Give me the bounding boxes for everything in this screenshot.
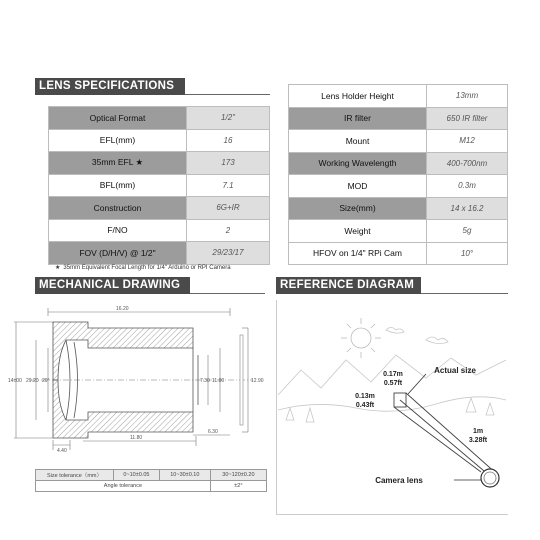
mechanical-drawing [8, 300, 273, 460]
dim-bottom-len: 11.80 [130, 435, 143, 441]
spec-value: 14 x 16.2 [427, 197, 508, 220]
spec-label: 35mm EFL ★ [49, 152, 187, 175]
spec-label: Mount [289, 130, 427, 153]
spec-value: 16 [187, 129, 270, 152]
reference-diagram-frame [276, 300, 508, 515]
tolerance-angle-row [36, 481, 267, 492]
spec-row [49, 197, 270, 220]
spec-value: 7.1 [187, 174, 270, 197]
spec-row [289, 130, 508, 153]
lens-specifications-header: LENS SPECIFICATIONS [35, 78, 185, 95]
spec-row [49, 242, 270, 265]
spec-label: BFL(mm) [49, 174, 187, 197]
spec-row [289, 242, 508, 265]
spec-label: Optical Format [49, 107, 187, 130]
specs-left-table [48, 106, 270, 265]
reference-diagram-rule [421, 293, 508, 294]
dim-d4: 11.00 [212, 378, 225, 384]
spec-label: Construction [49, 197, 187, 220]
spec-value: 13mm [427, 85, 508, 108]
spec-value: 2 [187, 219, 270, 242]
spec-label: Weight [289, 220, 427, 243]
dim-bottom-right: 6.30 [208, 429, 218, 435]
spec-row [289, 175, 508, 198]
dim-bottom-small: 4.40 [57, 448, 67, 454]
tolerance-cell: 10~30±0.10 [159, 470, 210, 481]
spec-value: 173 [187, 152, 270, 175]
spec-label: FOV (D/H/V) @ 1/2" [49, 242, 187, 265]
dim-right-h: 12.90 [251, 378, 264, 384]
tolerance-angle-label: Angle tolerance [36, 481, 211, 492]
spec-row [289, 220, 508, 243]
height-m-label: 0.13m [355, 393, 375, 400]
distance-ft-label: 3.28ft [468, 437, 488, 444]
spec-row [289, 107, 508, 130]
spec-value: 5g [427, 220, 508, 243]
spec-value: 10° [427, 242, 508, 265]
spec-label: MOD [289, 175, 427, 198]
spec-row [289, 197, 508, 220]
tolerance-cell: 0~10±0.05 [114, 470, 160, 481]
spec-label: F/NO [49, 219, 187, 242]
spec-row [49, 129, 270, 152]
distance-m-label: 1m [472, 428, 484, 435]
width-m-label: 0.17m [383, 371, 403, 378]
dim-d2: 20° [42, 378, 50, 384]
specs-right-table [288, 84, 508, 265]
dim-d3: 7.30 [200, 378, 210, 384]
footnote [55, 264, 231, 271]
actual-size-label: Actual size [434, 366, 476, 375]
tolerance-angle-value: ±2° [210, 481, 266, 492]
spec-label: Lens Holder Height [289, 85, 427, 108]
spec-label: IR filter [289, 107, 427, 130]
dim-left-outer: 14±00 [8, 378, 22, 384]
spec-value: 1/2" [187, 107, 270, 130]
dim-top: 16.20 [116, 306, 129, 312]
tolerance-header-row [36, 470, 267, 481]
spec-row [289, 152, 508, 175]
mechanical-drawing-rule [190, 293, 265, 294]
spec-row [49, 152, 270, 175]
star-icon: ★ [55, 265, 61, 271]
spec-value: 400-700nm [427, 152, 508, 175]
mechanical-drawing-header: MECHANICAL DRAWING [35, 277, 190, 294]
spec-value: 29/23/17 [187, 242, 270, 265]
spec-label: EFL(mm) [49, 129, 187, 152]
footnote-text: 35mm Equivalent Focal Length for 1/4" Arduino or RPI Camera [63, 265, 231, 271]
spec-label: HFOV on 1/4" RPi Cam [289, 242, 427, 265]
tolerance-table [35, 469, 267, 492]
spec-row [49, 107, 270, 130]
spec-value: 6G+IR [187, 197, 270, 220]
spec-value: 0.3m [427, 175, 508, 198]
tolerance-cell: 30~120±0.20 [210, 470, 266, 481]
width-ft-label: 0.57ft [383, 380, 403, 387]
spec-label: Size(mm) [289, 197, 427, 220]
height-ft-label: 0.43ft [355, 402, 375, 409]
tolerance-cell: Size tolerance（mm） [36, 470, 114, 481]
spec-label: Working Wavelength [289, 152, 427, 175]
dim-d1: 29.20 [26, 378, 39, 384]
reference-diagram-header: REFERENCE DIAGRAM [276, 277, 421, 294]
spec-row [49, 219, 270, 242]
spec-value: 650 IR filter [427, 107, 508, 130]
spec-row [49, 174, 270, 197]
spec-row [289, 85, 508, 108]
lens-specifications-rule [185, 94, 270, 95]
spec-value: M12 [427, 130, 508, 153]
camera-lens-label: Camera lens [375, 476, 423, 485]
